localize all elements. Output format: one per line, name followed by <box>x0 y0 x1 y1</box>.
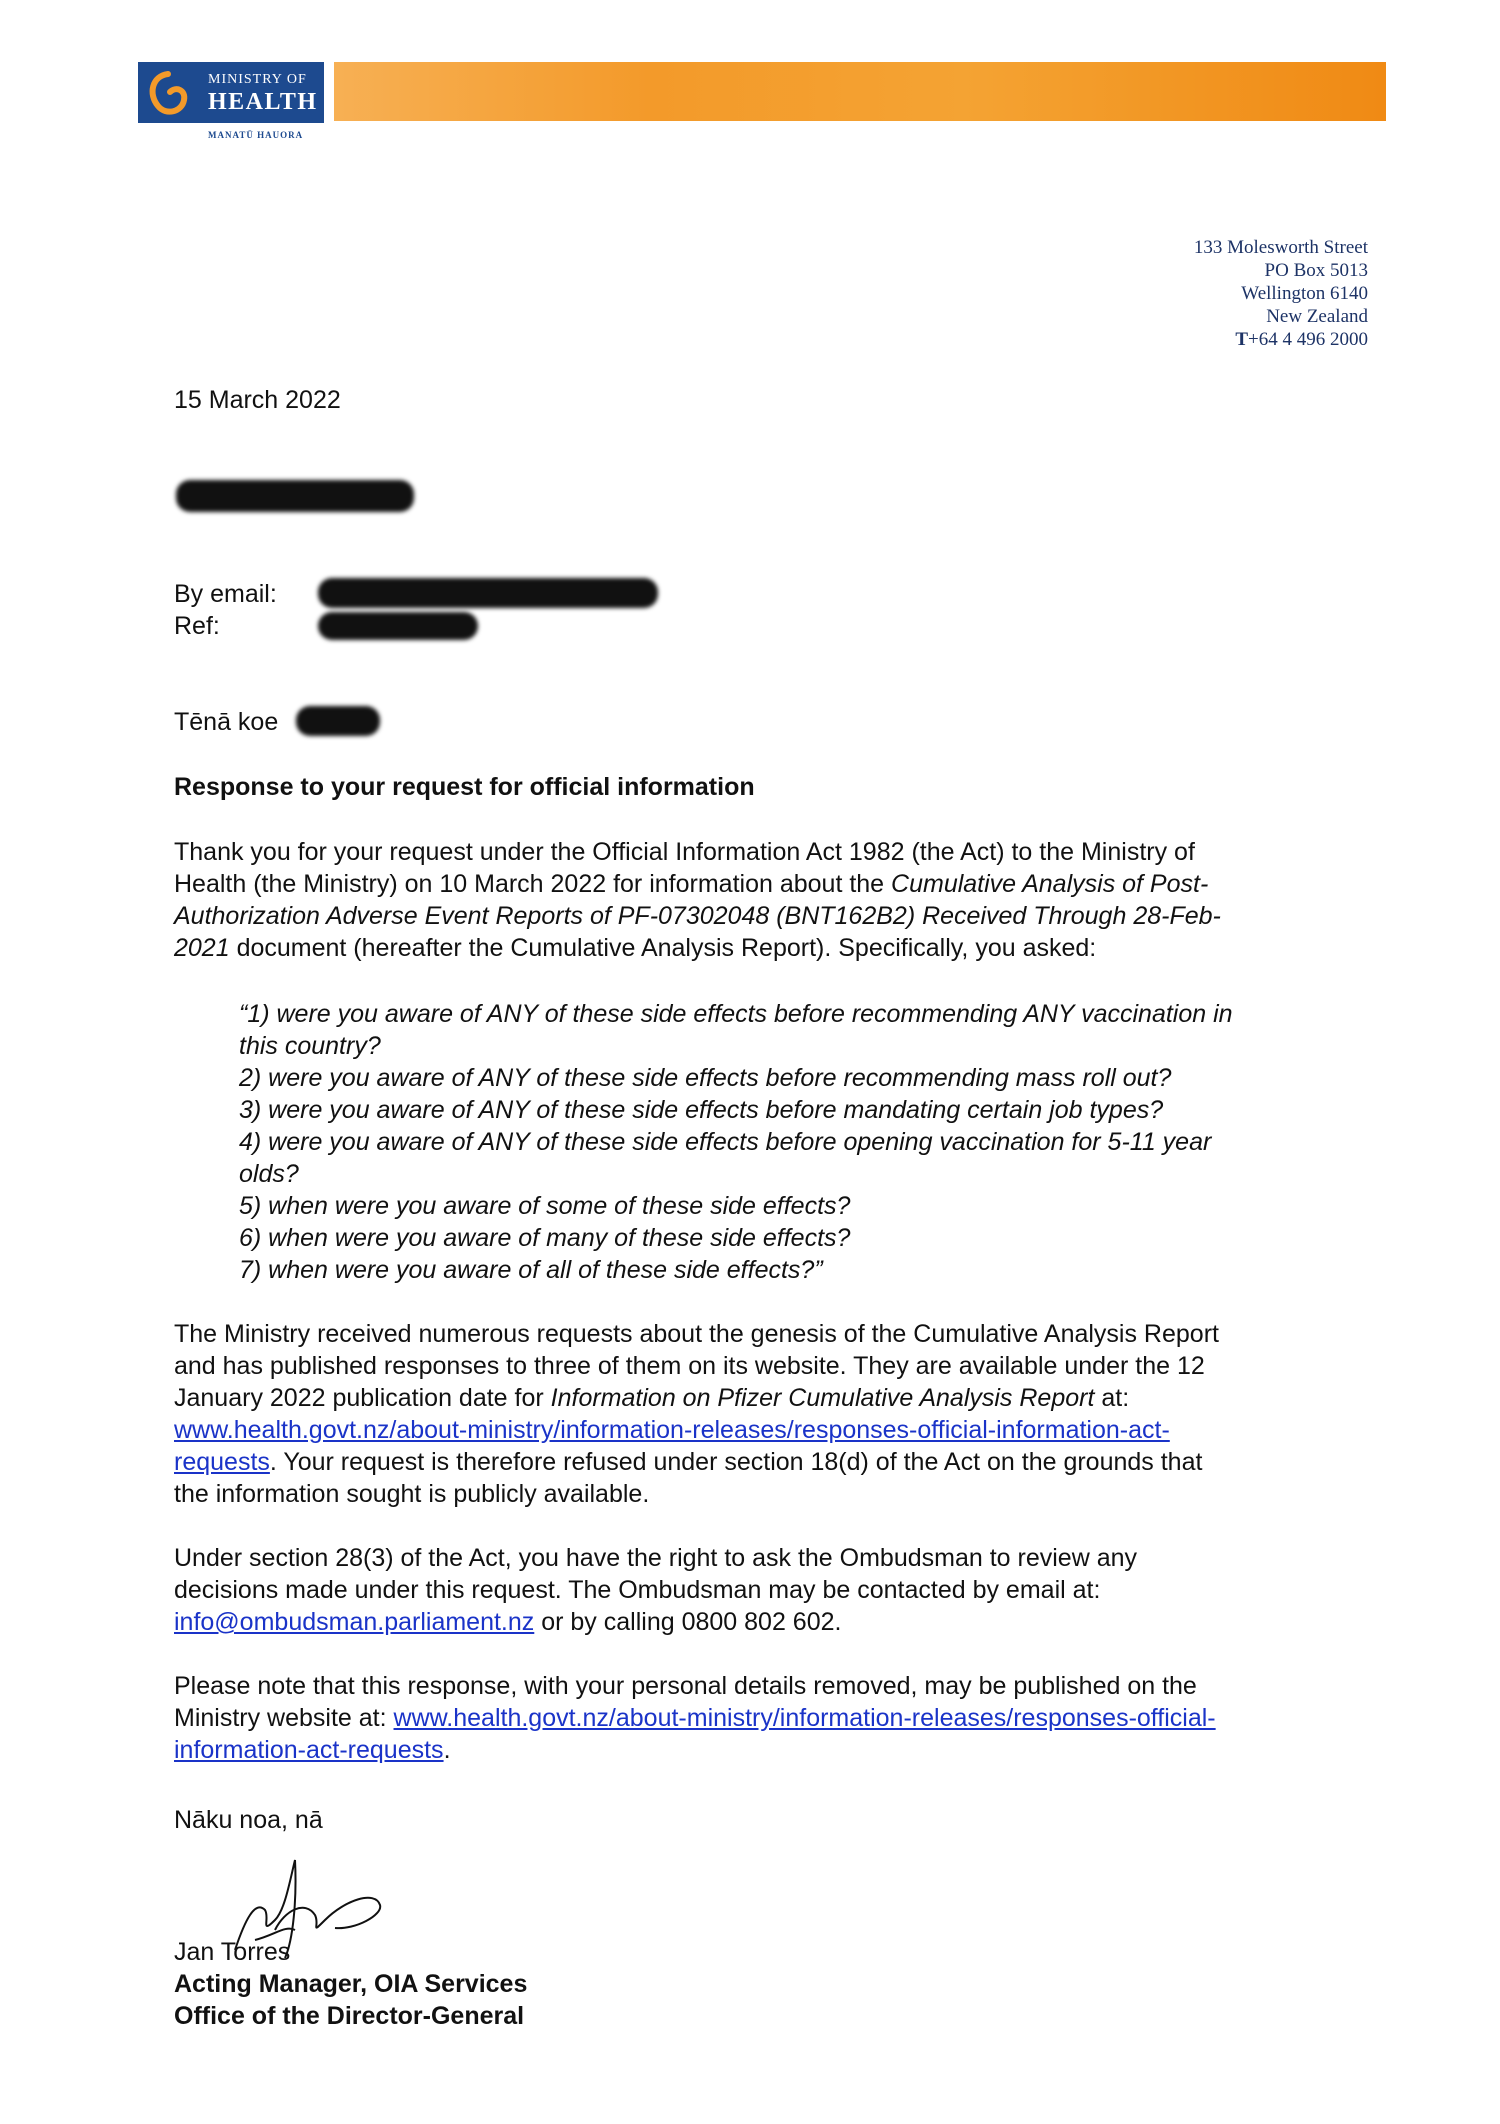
p1-line3-italic: Authorization Adverse Event Reports of PF-07302048 (BNT162B2) Received Through 28-Feb- <box>174 902 1221 930</box>
ref-label: Ref: <box>174 612 220 640</box>
quote-line: 3) were you aware of ANY of these side effects before mandating certain job types? <box>239 1096 1164 1124</box>
phone-prefix: T <box>1235 329 1249 350</box>
signatory-office: Office of the Director-General <box>174 2002 525 2030</box>
logo-wordmark <box>208 72 318 116</box>
paragraph-2 <box>174 1318 1374 1510</box>
p1-line2-italic: Cumulative Analysis of Post- <box>891 870 1209 898</box>
p2-line3-italic: Information on Pfizer Cumulative Analysis Report <box>550 1384 1095 1412</box>
p1-line4 <box>174 932 1374 964</box>
p2-line1: The Ministry received numerous requests about the genesis of the Cumulative Analysis Report <box>174 1320 1219 1348</box>
redacted-ref <box>318 612 478 640</box>
p2-line2: and has published responses to three of them on its website. They are available under the 12 <box>174 1352 1205 1380</box>
logo-line1: MINISTRY OF <box>208 72 307 87</box>
oia-releases-link-continued[interactable]: requests <box>174 1448 270 1476</box>
ombudsman-email-link[interactable]: info@ombudsman.parliament.nz <box>174 1608 535 1636</box>
p3-line3 <box>174 1606 1374 1638</box>
letter-heading: Response to your request for official information <box>174 773 755 801</box>
quote-line: 6) when were you aware of many of these side effects? <box>239 1224 851 1252</box>
p2-line6: the information sought is publicly available. <box>174 1480 650 1508</box>
paragraph-1 <box>174 836 1374 964</box>
header-banner <box>334 62 1386 121</box>
paragraph-3 <box>174 1542 1374 1638</box>
signatory-name: Jan Torres <box>174 1938 291 1966</box>
p4-line1: Please note that this response, with your personal details removed, may be published on the <box>174 1672 1197 1700</box>
quote-line: 4) were you aware of ANY of these side effects before opening vaccination for 5-11 year <box>239 1128 1212 1156</box>
p2-line3-end: at: <box>1094 1384 1130 1412</box>
p4-line3-end: . <box>443 1736 451 1764</box>
address-city: Wellington 6140 <box>1241 283 1368 304</box>
signatory-title: Acting Manager, OIA Services <box>174 1970 528 1998</box>
greeting-text: Tēnā koe <box>174 708 279 736</box>
quote-line: olds? <box>239 1160 299 1188</box>
greeting <box>174 706 278 738</box>
p2-line3 <box>174 1382 1374 1414</box>
p2-line3-plain: January 2022 publication date for <box>174 1384 551 1412</box>
quoted-request <box>239 998 1379 1286</box>
letter-date: 15 March 2022 <box>174 386 341 414</box>
quote-line: 7) when were you aware of all of these side effects?” <box>239 1256 823 1284</box>
logo-subtitle: MANATŪ HAUORA <box>208 130 304 140</box>
p4-line2 <box>174 1702 1374 1734</box>
p1-line4-italic: 2021 <box>174 934 230 962</box>
p4-line3 <box>174 1734 1374 1766</box>
p4-line2-plain: Ministry website at: <box>174 1704 394 1732</box>
redacted-first-name <box>296 706 380 736</box>
address-block <box>1194 236 1368 351</box>
p3-line2: decisions made under this request. The Ombudsman may be contacted by email at: <box>174 1576 1101 1604</box>
address-phone <box>1194 328 1368 351</box>
p1-line1: Thank you for your request under the Official Information Act 1982 (the Act) to the Ministry of <box>174 838 1195 866</box>
p1-line3 <box>174 900 1374 932</box>
p2-line5-plain: . Your request is therefore refused under section 18(d) of the Act on the grounds that <box>269 1448 1203 1476</box>
publication-link[interactable]: www.health.govt.nz/about-ministry/information-releases/responses-official- <box>393 1704 1216 1732</box>
p1-line2-plain: Health (the Ministry) on 10 March 2022 for information about the <box>174 870 892 898</box>
quote-line: this country? <box>239 1032 381 1060</box>
quote-line: 5) when were you aware of some of these side effects? <box>239 1192 851 1220</box>
p2-line4 <box>174 1414 1374 1446</box>
phone-number: +64 4 496 2000 <box>1248 329 1368 350</box>
p1-line4-plain: document (hereafter the Cumulative Analysis Report). Specifically, you asked: <box>229 934 1097 962</box>
address-country: New Zealand <box>1266 306 1368 327</box>
quote-line: 2) were you aware of ANY of these side effects before recommending mass roll out? <box>239 1064 1172 1092</box>
p1-line2 <box>174 868 1374 900</box>
p2-line5 <box>174 1446 1374 1478</box>
paragraph-4 <box>174 1670 1374 1766</box>
redacted-email <box>318 578 658 608</box>
closing: Nāku noa, nā <box>174 1806 323 1834</box>
address-po-box: PO Box 5013 <box>1264 260 1368 281</box>
redacted-recipient-name <box>176 480 414 512</box>
oia-releases-link[interactable]: www.health.govt.nz/about-ministry/information-releases/responses-official-information-act- <box>174 1416 1170 1444</box>
quote-line: “1) were you aware of ANY of these side effects before recommending ANY vaccination in <box>239 1000 1233 1028</box>
p3-line1: Under section 28(3) of the Act, you have the right to ask the Ombudsman to review any <box>174 1544 1138 1572</box>
publication-link-continued[interactable]: information-act-requests <box>174 1736 444 1764</box>
p3-line3-end: or by calling 0800 802 602. <box>534 1608 842 1636</box>
logo-line2: HEALTH <box>208 89 318 115</box>
address-street: 133 Molesworth Street <box>1193 237 1368 258</box>
email-label: By email: <box>174 580 277 608</box>
